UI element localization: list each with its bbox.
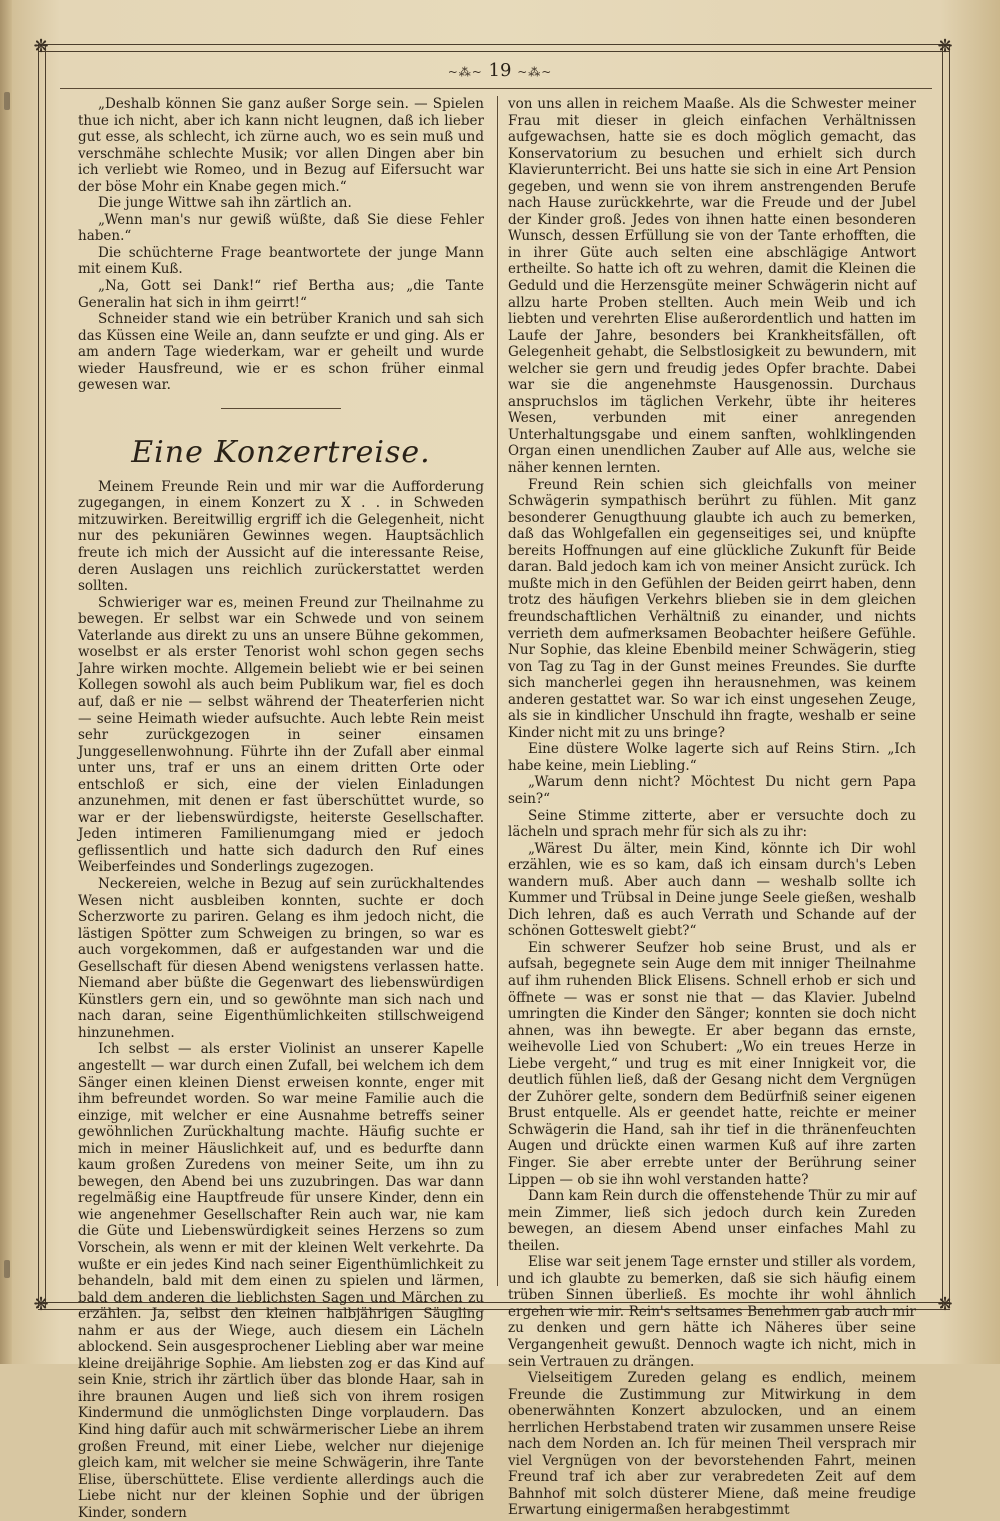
paragraph: Schwieriger war es, meinen Freund zur Theilnahme zu bewegen. Er selbst war ein Schwede und von seinem Vaterlande aus direkt zu uns an unsere Bühne gekommen, woselbst er als erster Tenorist wohl schon gegen sechs Jahre wirken mochte. Allgemein beliebt wie er bei seinen Kollegen sowohl als auch beim Publikum war, fiel es doch auf, daß er nie — selbst während der Theaterferien nicht — seine Heimath wieder aufsuchte. Auch lebte Rein meist sehr zurückgezogen in seiner einsamen Junggesellenwohnung. Führte ihn der Zufall aber einmal unter uns, traf er uns an einem dritten Orte oder entschloß er sich, eine der vielen Einladungen anzunehmen, mit denen er fast überschüttet wurde, so war er der liebenswürdigste, heiterste Gesellschafter. Jeden intimeren Familienumgang mied er jedoch geflissentlich und hatte sich dadurch den Ruf eines Weiberfeindes und Sonderlings zugezogen. bbox=[78, 594, 484, 876]
header-ornament-right-icon: ~⁂~ bbox=[517, 65, 553, 79]
paragraph: „Deshalb können Sie ganz außer Sorge sein. — Spielen thue ich nicht, aber ich kann nicht leugnen, daß ich lieber gut esse, als schlecht, ich zürne auch, wo es sein muß und verschmähe schlechte Musik; vor allen Dingen aber bin ich verliebt wie Romeo, und in Bezug auf Eifersucht war der böse Mohr ein Knabe gegen mich.“ bbox=[78, 96, 484, 195]
paragraph: von uns allen in reichem Maaße. Als die Schwester meiner Frau mit dieser in gleich einfachen Verhältnissen aufgewachsen, hatte sie es doch möglich gemacht, das Konservatorium zu besuchen und erhielt sich durch Klavierunterricht. Bei uns hatte sie sich in eine Art Pension gegeben, und wenn sie von ihrem anstrengenden Berufe nach Hause zurückkehrte, war die Freude und der Jubel der Kinder groß. Jedes von ihnen hatte einen besonderen Wunsch, dessen Erfüllung sie von der Tante erhofften, die in ihrer Güte auch selten eine abschlägige Antwort ertheilte. So hatte ich oft zu wehren, damit die Kleinen die Geduld und die Herzensgüte meiner Schwägerin nicht auf allzu harte Proben stellten. Auch mein Weib und ich liebten und verehrten Elise außerordentlich und hatten im Laufe der Jahre, besonders bei Krankheitsfällen, oft Gelegenheit gehabt, die Selbstlosigkeit zu bewundern, mit welcher sie gern und freudig jedes Opfer brachte. Dabei war sie die angenehmste Hausgenossin. Durchaus anspruchslos im täglichen Verkehr, übte ihr heiteres Wesen, verbunden mit einer anregenden Unterhaltungsgabe und einem sanften, wohlklingenden Organ einen unendlichen Zauber auf Alle aus, welche sie näher kennen lernten. bbox=[508, 96, 916, 477]
paragraph: Die schüchterne Frage beantwortete der junge Mann mit einem Kuß. bbox=[78, 244, 484, 278]
binding-mark bbox=[4, 92, 10, 110]
article-title: Eine Konzertreise. bbox=[131, 434, 431, 470]
paragraph: Dann kam Rein durch die offenstehende Thür zu mir auf mein Zimmer, ließ sich jedoch durch kein Zureden bewegen, an diesem Abend unser einfaches Mahl zu theilen. bbox=[508, 1188, 916, 1254]
header-ornament-left-icon: ~⁂~ bbox=[447, 65, 483, 79]
binding-mark bbox=[4, 1260, 10, 1278]
paragraph: „Wenn man's nur gewiß wüßte, daß Sie diese Fehler haben.“ bbox=[78, 211, 484, 245]
page-header bbox=[420, 56, 580, 86]
column-divider bbox=[497, 96, 498, 1286]
article-body-continued bbox=[508, 96, 916, 1519]
paragraph: „Wärest Du älter, mein Kind, könnte ich Dir wohl erzählen, wie es so kam, daß ich einsam durch's Leben wandern muß. Aber auch dann — weshalb sollte ich Kummer und Trübsal in Deine junge Seele gießen, weshalb Dich lehren, daß es auch Verrath und Schande auf der schönen Gotteswelt giebt?“ bbox=[508, 840, 916, 940]
binding-spine bbox=[0, 0, 12, 1364]
corner-ornament-icon: ❋ bbox=[33, 36, 49, 57]
page-number: 19 bbox=[488, 60, 512, 81]
paragraph: „Warum denn nicht? Möchtest Du nicht gern Papa sein?“ bbox=[508, 774, 916, 807]
paragraph: Meinem Freunde Rein und mir war die Aufforderung zugegangen, in einem Konzert zu X . . in Schweden mitzuwirken. Bereitwillig ergriff ich die Gelegenheit, nicht nur des pekuniären Gewinnes wegen. Hauptsächlich freute ich mich der Aussicht auf die interessante Reise, deren Auslagen uns reichlich zurückerstattet werden sollten. bbox=[78, 478, 484, 595]
frame-border-right bbox=[942, 44, 950, 1308]
paragraph: Die junge Wittwe sah ihn zärtlich an. bbox=[98, 195, 352, 212]
paragraph: „Na, Gott sei Dank!“ rief Bertha aus; „die Tante Generalin hat sich in ihm geirrt!“ bbox=[78, 278, 484, 311]
paragraph: Vielseitigem Zureden gelang es endlich, meinem Freunde die Zustimmung zur Mitwirkung in dem obenerwähnten Konzert abzulocken, und an einem herrlichen Herbstabend traten wir zusammen unsere Reise nach dem Norden an. Ich für meinen Theil versprach mir viel Vergnügen von der bevorstehenden Fahrt, meinen Freund traf ich aber zur verabredeten Zeit auf dem Bahnhof mit solch düsterer Miene, daß meine freudige Erwartung einigermaßen herabgestimmt bbox=[508, 1370, 916, 1519]
corner-ornament-icon: ❋ bbox=[33, 1294, 49, 1315]
corner-ornament-icon: ❋ bbox=[937, 36, 953, 57]
corner-ornament-icon: ❋ bbox=[937, 1294, 953, 1315]
section-rule bbox=[221, 408, 341, 409]
right-column bbox=[508, 96, 916, 1519]
paragraph: Seine Stimme zitterte, aber er versuchte doch zu lächeln und sprach mehr für sich als zu ihr: bbox=[508, 807, 916, 841]
paragraph: Freund Rein schien sich gleichfalls von meiner Schwägerin sympathisch berührt zu fühlen. Mit ganz besonderer Genugthuung glaubte ich auch zu bemerken, daß das Wohlgefallen ein gegenseitiges sei, und knüpfte bereits Hoffnungen auf eine glückliche Zukunft für Beide daran. Bald jedoch kam ich von meiner Ansicht zurück. Ich mußte mich in den Gefühlen der Beiden geirrt haben, denn trotz des häufigen Verkehrs blieben sie in dem gleichen freundschaftlichen Verhältniß zu einander, und nichts verrieth dem aufmerksamen Beobachter heißere Gefühle. Nur Sophie, das kleine Ebenbild meiner Schwägerin, stieg von Tag zu Tag in der Gunst meines Freundes. Sie durfte sich mancherlei gegen ihn herausnehmen, was keinem anderen gestattet war. So war ich einst ungesehen Zeuge, als sie in kindlicher Unschuld ihn fragte, weshalb er seine Kinder nicht mit zu uns bringe? bbox=[508, 476, 916, 741]
paragraph: Schneider stand wie ein betrüber Kranich und sah sich das Küssen eine Weile an, dann seufzte er und ging. Als er am andern Tage wiederkam, war er geheilt und wurde wieder Hausfreund, wie er es schon früher einmal gewesen war. bbox=[78, 311, 484, 394]
frame-border-left bbox=[38, 44, 46, 1308]
frame-border-top bbox=[38, 44, 950, 52]
article-body-start bbox=[78, 479, 484, 1521]
header-rule bbox=[60, 88, 932, 89]
paragraph: Ich selbst — als erster Violinist an unserer Kapelle angestellt — war durch einen Zufall, bei welchem ich dem Sänger einen kleinen Dienst erweisen konnte, enger mit ihm befreundet worden. So war meine Familie auch die einzige, mit welcher er eine Ausnahme betreffs seiner gewöhnlichen Zurückhaltung machte. Häufig suchte er mich in meiner Häuslichkeit auf, und es bedurfte dann kaum großen Zuredens von meiner Seite, um ihn zu bewegen, den Abend bei uns zuzubringen. Das war dann regelmäßig eine Hauptfreude für unsere Kinder, denn ein wie angenehmer Gesellschafter Rein auch war, nie kam die Güte und Liebenswürdigkeit seines Herzens so zum Vorschein, als wenn er mit der kleinen Welt verkehrte. Da wußte er ein jedes Kind nach seiner Eigenthümlichkeit zu behandeln, bald mit dem einen zu spielen und lärmen, bald dem anderen die lieblichsten Sagen und Märchen zu erzählen. Ja, selbst den kleinen halbjährigen Säugling nahm er aus der Wiege, auch diesem ein Lächeln ablockend. Sein ausgesprochener Liebling aber war meine kleine dreijährige Sophie. Am liebsten zog er das Kind auf sein Knie, strich ihr zärtlich über das blonde Haar, sah in ihre braunen Augen und ließ sich von ihrem rosigen Kindermund die unmöglichsten Dinge vorplaudern. Das Kind hing dafür auch mit schwärmerischer Liebe an ihrem großen Freund, mit einer Liebe, welcher nur diejenige gleich kam, mit welcher sie meine Schwägerin, ihre Tante Elise, überschüttete. Elise verdiente allerdings auch die Liebe nicht nur der kleinen Sophie und der übrigen Kinder, sondern bbox=[78, 1041, 484, 1521]
paragraph: Neckereien, welche in Bezug auf sein zurückhaltendes Wesen nicht ausbleiben konnten, suchte er doch Scherzworte zu pariren. Gelang es ihm jedoch nicht, die lästigen Spötter zum Schweigen zu bringen, so war es auch vorgekommen, daß er aufgestanden war und die Gesellschaft für diesen Abend wenigstens verlassen hatte. Niemand aber büßte die Gegenwart des liebenswürdigen Künstlers gern ein, und so gewöhnte man sich nach und nach daran, seine Eigenthümlichkeiten stillschweigend hinzunehmen. bbox=[78, 875, 484, 1041]
left-column bbox=[78, 96, 484, 1521]
story-ending bbox=[78, 96, 484, 394]
paragraph: Eine düstere Wolke lagerte sich auf Reins Stirn. „Ich habe keine, mein Liebling.“ bbox=[508, 741, 916, 774]
paragraph: Ein schwerer Seufzer hob seine Brust, und als er aufsah, begegnete sein Auge dem mit inniger Theilnahme auf ihm ruhenden Blick Elisens. Schnell erhob er sich und öffnete — was er sonst nie that — das Klavier. Jubelnd umringten die Kinder den Sänger; konnten sie doch nicht ahnen, was ihn bewegte. Er aber begann das ernste, weihevolle Lied von Schubert: „Wo ein treues Herze in Liebe vergeht,“ und trug es mit einer Innigkeit vor, die deutlich fühlen ließ, daß der Gesang nicht dem Vergnügen der Zuhörer gelte, sondern dem Bedürfniß seiner eigenen Brust entquelle. Als er geendet hatte, reichte er meiner Schwägerin die Hand, sah ihr tief in die thränenfeuchten Augen und drückte einen warmen Kuß auf ihre zarten Finger. Sie aber errebte unter der Berührung seiner Lippen — ob sie ihn wohl verstanden hatte? bbox=[508, 939, 916, 1188]
paragraph: Elise war seit jenem Tage ernster und stiller als vordem, und ich glaubte zu bemerken, daß sie sich häufig einem trüben Sinnen überließ. Es mochte ihr wohl ähnlich ergehen wie mir. Rein's seltsames Benehmen gab auch mir zu denken und gern hätte ich Näheres über seine Vergangenheit gewußt. Dennoch wagte ich nicht, mich in sein Vertrauen zu drängen. bbox=[508, 1254, 916, 1370]
